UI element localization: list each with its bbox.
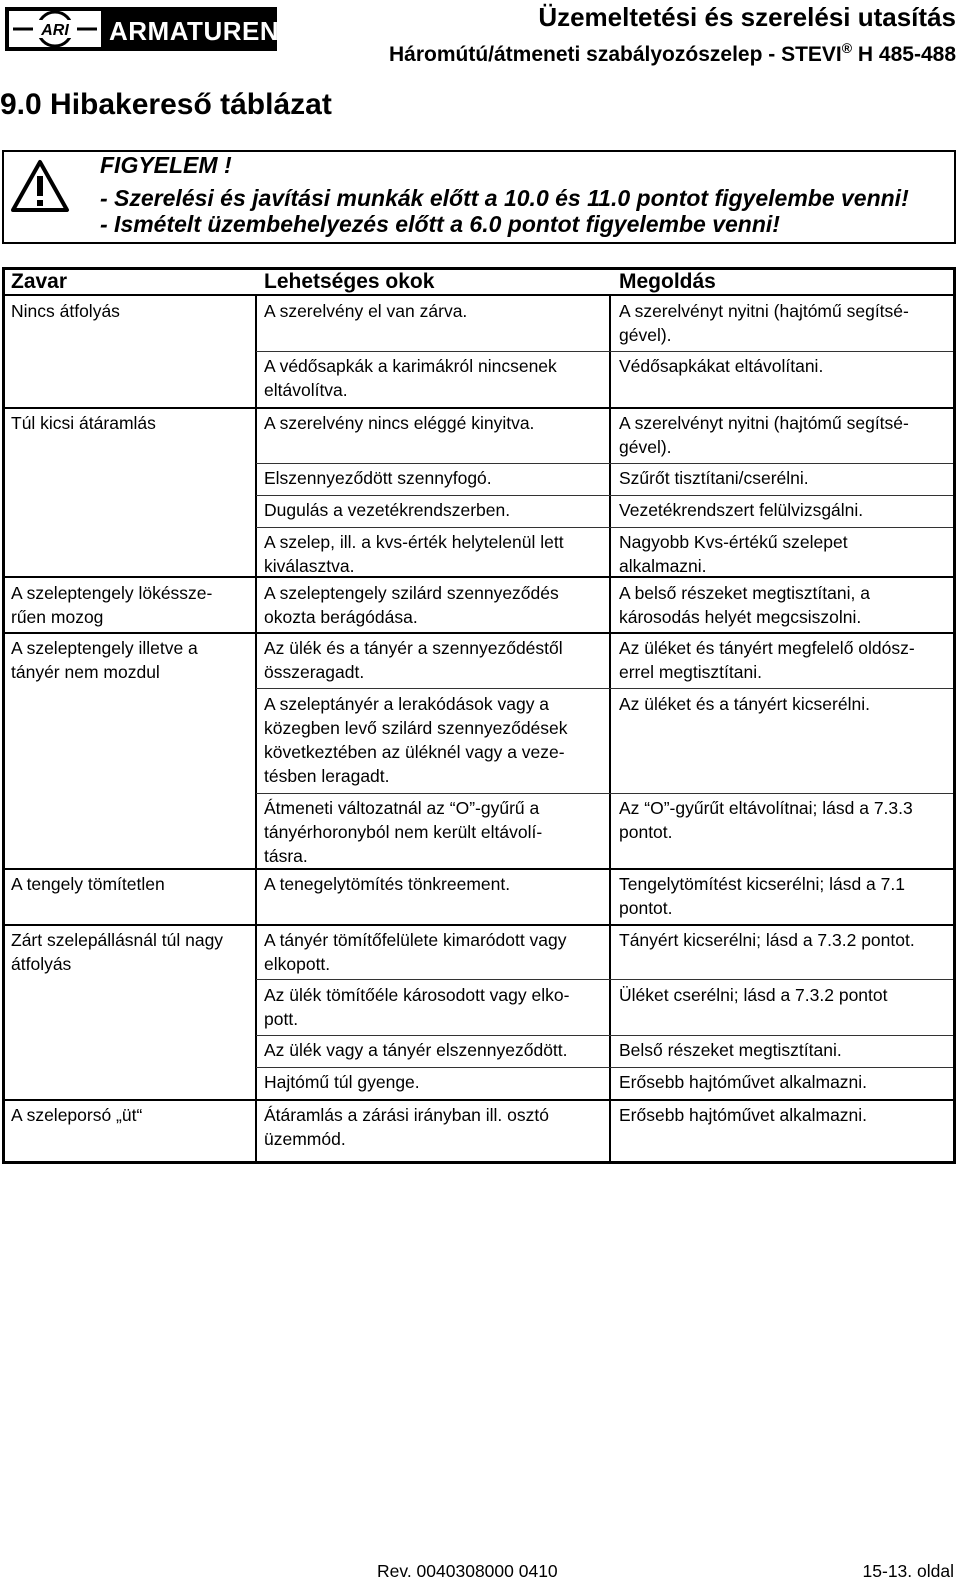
document-title: Üzemeltetési és szerelési utasítás bbox=[538, 2, 956, 32]
group-divider bbox=[5, 407, 953, 409]
fault-cell: Zárt szelepállásnál túl nagy átfolyás bbox=[11, 930, 224, 974]
cause-cell: A szeleptányér a lerakódások vagy a közegben levő szilárd szennyeződések következtében az üléknél vagy a veze- tésben leragadt. bbox=[264, 694, 568, 786]
solution-cell: Vezetékrendszert felülvizsgálni. bbox=[619, 500, 864, 520]
cause-cell: Elszennyeződött szennyfogó. bbox=[264, 468, 492, 488]
ari-armaturen-logo bbox=[5, 7, 280, 51]
solution-cell: Belső részeket megtisztítani. bbox=[619, 1040, 842, 1060]
fault-cell: A szeleptengely illetve a tányér nem mozdul bbox=[11, 638, 198, 682]
warning-box bbox=[2, 150, 956, 244]
solution-cell: Üléket cserélni; lásd a 7.3.2 pontot bbox=[619, 985, 888, 1005]
cause-cell: A szelep, ill. a kvs-érték helytelenül lett kiválasztva. bbox=[264, 532, 564, 576]
fault-cell: Túl kicsi átáramlás bbox=[11, 413, 156, 433]
cause-cell: A tenegelytömítés tönkreement. bbox=[264, 874, 511, 894]
group-divider bbox=[5, 1099, 953, 1101]
solution-cell: Nagyobb Kvs-értékű szelepet alkalmazni. bbox=[619, 532, 848, 576]
solution-cell: Tengelytömítést kicserélni; lásd a 7.1 pontot. bbox=[619, 874, 905, 918]
solution-cell: Szűrőt tisztítani/cserélni. bbox=[619, 468, 809, 488]
row-divider bbox=[256, 979, 953, 980]
warning-line-1: - Szerelési és javítási munkák előtt a 10.0 és 11.0 pontot figyelembe venni! bbox=[100, 185, 909, 211]
row-divider bbox=[256, 1035, 953, 1036]
solution-cell: Védősapkákat eltávolítani. bbox=[619, 356, 824, 376]
row-divider bbox=[256, 793, 953, 794]
cause-cell: A védősapkák a karimákról nincsenek eltávolítva. bbox=[264, 356, 557, 400]
solution-cell: Az üléket és tányért megfelelő oldósz- errel megtisztítani. bbox=[619, 638, 915, 682]
row-divider bbox=[256, 463, 953, 464]
cause-cell: Az ülék és a tányér a szennyeződéstől összeragadt. bbox=[264, 638, 563, 682]
registered-mark: ® bbox=[841, 40, 853, 56]
group-divider bbox=[5, 632, 953, 634]
fault-cell: Nincs átfolyás bbox=[11, 301, 120, 321]
column-divider-1 bbox=[255, 296, 257, 1162]
warning-triangle-icon bbox=[10, 159, 70, 213]
header-fault: Zavar bbox=[11, 270, 68, 293]
row-divider bbox=[256, 527, 953, 528]
cause-cell: Az ülék vagy a tányér elszennyeződött. bbox=[264, 1040, 568, 1060]
page-number: 15-13. oldal bbox=[862, 1561, 954, 1581]
solution-cell: Erősebb hajtóművet alkalmazni. bbox=[619, 1105, 868, 1125]
cause-cell: A szerelvény el van zárva. bbox=[264, 301, 468, 321]
solution-cell: Az üléket és a tányért kicserélni. bbox=[619, 694, 870, 714]
troubleshooting-table bbox=[2, 267, 956, 1164]
column-divider-2 bbox=[609, 296, 611, 1162]
cause-cell: Hajtómű túl gyenge. bbox=[264, 1072, 420, 1092]
subtitle-prefix: Háromútú/átmeneti szabályozószelep - STEVI bbox=[388, 43, 842, 66]
solution-cell: A szerelvényt nyitni (hajtómű segítsé- gével). bbox=[619, 301, 909, 345]
cause-cell: A tányér tömítőfelülete kimaródott vagy elkopott. bbox=[264, 930, 567, 974]
solution-cell: Az “O”-gyűrűt eltávolítnai; lásd a 7.3.3 pontot. bbox=[619, 798, 913, 842]
fault-cell: A szeleptengely lökéssze- rűen mozog bbox=[11, 583, 213, 627]
header-cause: Lehetséges okok bbox=[264, 270, 435, 293]
row-divider bbox=[256, 1067, 953, 1068]
svg-text:ARI: ARI bbox=[41, 22, 69, 39]
group-divider bbox=[5, 924, 953, 926]
cause-cell: Átáramlás a zárási irányban ill. osztó üzemmód. bbox=[264, 1105, 549, 1149]
subtitle-suffix: H 485-488 bbox=[852, 43, 956, 66]
section-heading: 9.0 Hibakereső táblázat bbox=[0, 88, 332, 121]
document-subtitle bbox=[389, 40, 956, 67]
cause-cell: Dugulás a vezetékrendszerben. bbox=[264, 500, 511, 520]
header-divider bbox=[5, 294, 953, 296]
row-divider bbox=[256, 351, 953, 352]
cause-cell: A szeleptengely szilárd szennyeződés okozta berágódása. bbox=[264, 583, 559, 627]
solution-cell: A belső részeket megtisztítani, a károsodás helyét megcsiszolni. bbox=[619, 583, 870, 627]
revision-number: Rev. 0040308000 0410 bbox=[377, 1561, 558, 1581]
fault-cell: A tengely tömítetlen bbox=[11, 874, 165, 894]
cause-cell: Átmeneti változatnál az “O”-gyűrű a tányérhoronyból nem került eltávolí- tásra. bbox=[264, 798, 543, 866]
row-divider bbox=[256, 688, 953, 689]
fault-cell: A szeleporsó „üt“ bbox=[11, 1105, 143, 1125]
group-divider bbox=[5, 868, 953, 870]
solution-cell: Tányért kicserélni; lásd a 7.3.2 pontot. bbox=[619, 930, 915, 950]
warning-title: FIGYELEM ! bbox=[100, 152, 232, 178]
logo-text: ARMATUREN bbox=[109, 16, 280, 46]
header-solution: Megoldás bbox=[619, 270, 716, 293]
cause-cell: A szerelvény nincs eléggé kinyitva. bbox=[264, 413, 535, 433]
cause-cell: Az ülék tömítőéle károsodott vagy elko- pott. bbox=[264, 985, 570, 1029]
warning-line-2: - Ismételt üzembehelyezés előtt a 6.0 pontot figyelembe venni! bbox=[100, 211, 780, 237]
solution-cell: Erősebb hajtóművet alkalmazni. bbox=[619, 1072, 868, 1092]
row-divider bbox=[256, 495, 953, 496]
solution-cell: A szerelvényt nyitni (hajtómű segítsé- gével). bbox=[619, 413, 909, 457]
